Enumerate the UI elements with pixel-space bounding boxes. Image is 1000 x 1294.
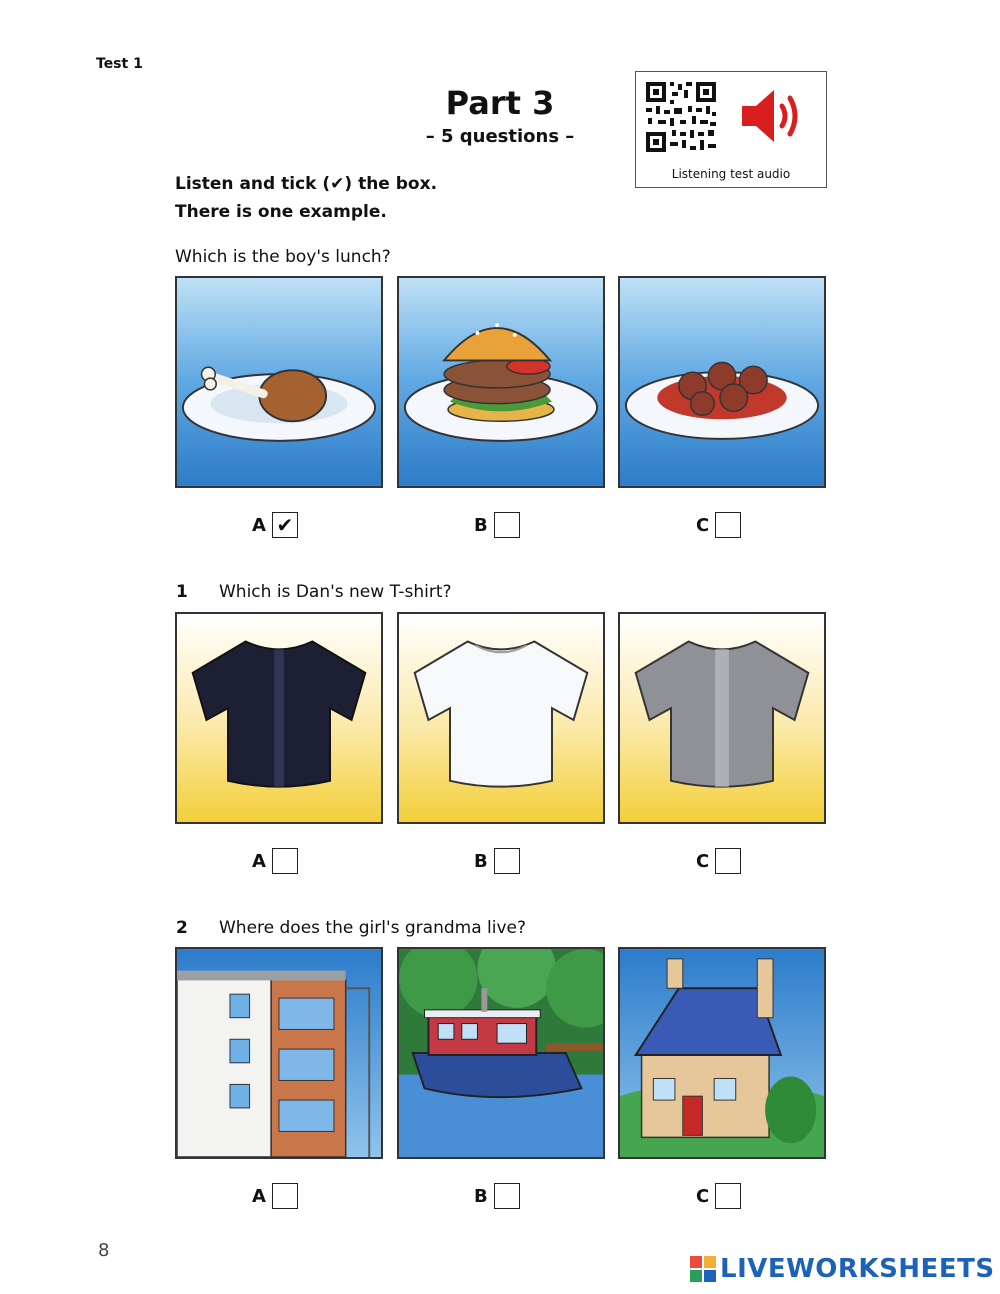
option-letter: C <box>696 514 710 536</box>
q1-picture-c-grey-tshirt <box>618 612 826 824</box>
instruction-line-1: Listen and tick (✔) the box. <box>175 174 438 194</box>
audio-caption: Listening test audio <box>671 167 791 181</box>
example-question: Which is the boy's lunch? <box>175 247 391 267</box>
tick-box[interactable] <box>494 848 520 874</box>
q2-picture-b-houseboat <box>397 947 605 1159</box>
tick-box[interactable] <box>272 848 298 874</box>
q1-option-a[interactable] <box>252 848 298 874</box>
example-picture-b-burger <box>397 276 605 488</box>
question-1-text: Which is Dan's new T-shirt? <box>219 582 452 602</box>
option-letter: C <box>696 1185 710 1207</box>
q2-option-c[interactable] <box>696 1183 741 1209</box>
q2-picture-a-flats <box>175 947 383 1159</box>
tick-box[interactable] <box>715 512 741 538</box>
speaker-icon[interactable] <box>740 86 804 146</box>
liveworksheets-logo[interactable] <box>690 1254 995 1284</box>
example-option-c[interactable] <box>696 512 741 538</box>
liveworksheets-logo-icon <box>690 1256 716 1282</box>
question-number: 1 <box>176 582 188 602</box>
qr-code-icon[interactable] <box>644 80 718 154</box>
tick-box[interactable] <box>494 1183 520 1209</box>
q1-option-b[interactable] <box>474 848 520 874</box>
tick-box[interactable] <box>494 512 520 538</box>
option-letter: B <box>474 850 488 872</box>
option-letter: C <box>696 850 710 872</box>
example-picture-a-chicken-leg <box>175 276 383 488</box>
example-option-a[interactable] <box>252 512 298 538</box>
tick-box[interactable]: ✔ <box>272 512 298 538</box>
example-option-b[interactable] <box>474 512 520 538</box>
option-letter: B <box>474 1185 488 1207</box>
q1-picture-a-black-tshirt <box>175 612 383 824</box>
question-2-text: Where does the girl's grandma live? <box>219 918 527 938</box>
q2-option-b[interactable] <box>474 1183 520 1209</box>
tick-box[interactable] <box>272 1183 298 1209</box>
option-letter: A <box>252 1185 266 1207</box>
tick-box[interactable] <box>715 848 741 874</box>
page-number: 8 <box>98 1240 110 1261</box>
q2-picture-c-house <box>618 947 826 1159</box>
example-picture-c-meatballs <box>618 276 826 488</box>
part-title: Part 3 <box>445 84 555 122</box>
tick-box[interactable] <box>715 1183 741 1209</box>
option-letter: B <box>474 514 488 536</box>
question-number: 2 <box>176 918 188 938</box>
option-letter: A <box>252 514 266 536</box>
test-label: Test 1 <box>96 56 143 72</box>
audio-panel[interactable] <box>635 71 827 188</box>
part-subtitle: – 5 questions – <box>425 126 575 147</box>
instruction-line-2: There is one example. <box>175 202 387 222</box>
option-letter: A <box>252 850 266 872</box>
brand-text: LIVEWORKSHEETS <box>720 1254 995 1284</box>
q2-option-a[interactable] <box>252 1183 298 1209</box>
q1-picture-b-white-tshirt <box>397 612 605 824</box>
q1-option-c[interactable] <box>696 848 741 874</box>
